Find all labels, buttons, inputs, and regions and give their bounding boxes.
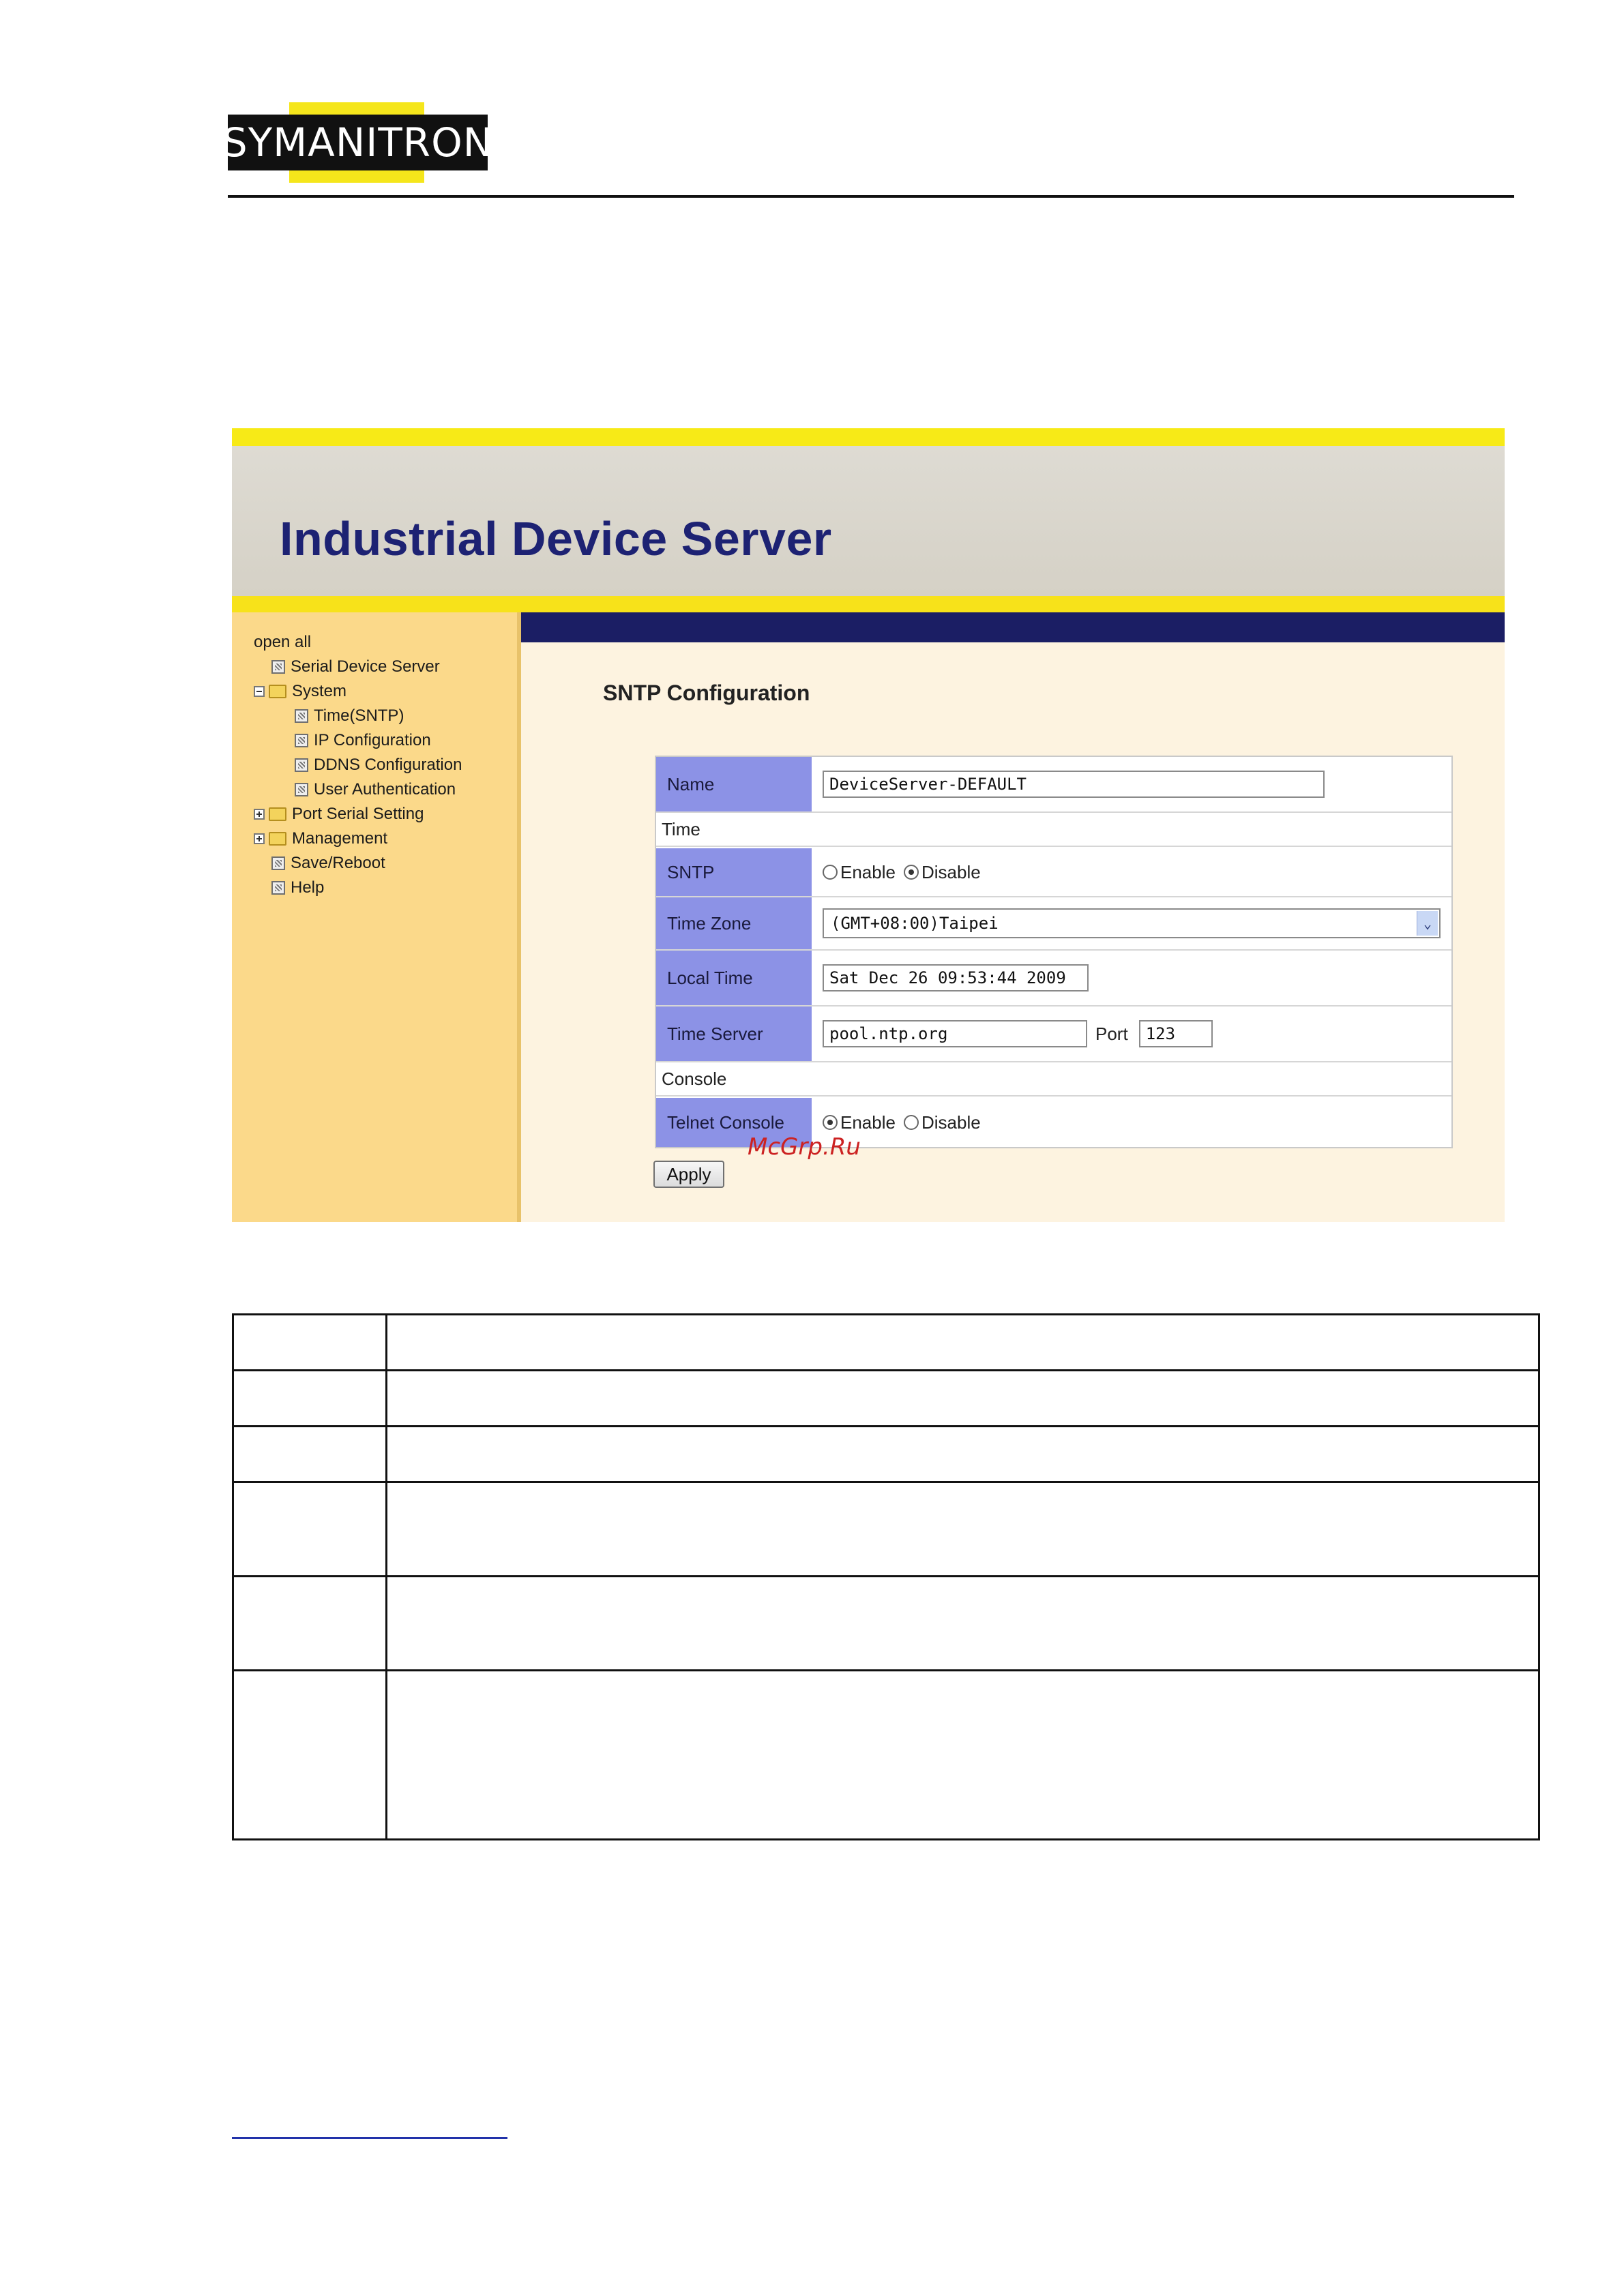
console-section-header: Console xyxy=(656,1062,1451,1097)
port-input[interactable]: 123 xyxy=(1139,1020,1213,1047)
telnet-radio-group xyxy=(823,1112,981,1133)
page-icon xyxy=(271,660,285,674)
sidebar-item-help[interactable] xyxy=(271,878,324,897)
sidebar-item-label: IP Configuration xyxy=(314,731,431,749)
telnet-disable-label: Disable xyxy=(921,1112,981,1133)
table-row xyxy=(233,1427,1539,1482)
page-icon xyxy=(295,758,308,772)
sidebar-item-label: Save/Reboot xyxy=(291,854,385,872)
telnet-label: Telnet Console xyxy=(656,1098,812,1147)
sntp-disable-label: Disable xyxy=(921,861,981,882)
timeserver-cell xyxy=(812,1007,1451,1061)
timezone-select[interactable] xyxy=(823,908,1441,938)
sidebar-item-user-authentication[interactable] xyxy=(295,780,456,799)
telnet-enable-radio[interactable] xyxy=(823,1115,838,1130)
collapse-icon[interactable] xyxy=(254,686,265,697)
timezone-label: Time Zone xyxy=(656,897,812,949)
sntp-label: SNTP xyxy=(656,848,812,896)
sntp-enable-label: Enable xyxy=(840,861,896,882)
sidebar-item-management[interactable] xyxy=(254,829,387,848)
telnet-cell xyxy=(812,1098,1451,1147)
sntp-disable-radio[interactable] xyxy=(904,865,919,880)
localtime-cell xyxy=(812,951,1451,1005)
banner-title: Industrial Device Server xyxy=(280,512,832,565)
banner xyxy=(232,446,1505,596)
device-server-screenshot xyxy=(232,428,1505,1222)
form-row-name xyxy=(656,757,1451,813)
table-cell xyxy=(387,1371,1539,1427)
footnote-rule xyxy=(232,2137,507,2139)
sidebar-item-time-sntp[interactable] xyxy=(295,706,404,726)
nav-bar xyxy=(521,612,1505,642)
sidebar xyxy=(232,612,521,1222)
sidebar-item-system[interactable] xyxy=(254,682,346,701)
table-row xyxy=(233,1315,1539,1371)
description-table xyxy=(232,1313,1540,1840)
timezone-cell xyxy=(812,897,1451,949)
table-cell xyxy=(233,1671,387,1840)
sntp-cell xyxy=(812,848,1451,896)
page-icon xyxy=(295,783,308,796)
port-label: Port xyxy=(1095,1023,1128,1044)
sidebar-item-serial-device-server[interactable] xyxy=(271,657,440,676)
form-row-timeserver xyxy=(656,1007,1451,1062)
table-row xyxy=(233,1671,1539,1840)
sidebar-item-ddns-configuration[interactable] xyxy=(295,756,462,775)
page-title: SNTP Configuration xyxy=(603,681,810,705)
folder-open-icon xyxy=(269,685,286,698)
sntp-radio-group xyxy=(823,862,981,883)
apply-button[interactable]: Apply xyxy=(653,1161,724,1188)
table-cell xyxy=(387,1427,1539,1482)
table-cell xyxy=(233,1577,387,1671)
name-label: Name xyxy=(656,757,812,811)
sidebar-item-label: Time(SNTP) xyxy=(314,706,404,725)
symanitron-logo xyxy=(222,102,494,183)
localtime-input[interactable]: Sat Dec 26 09:53:44 2009 xyxy=(823,964,1089,992)
table-cell xyxy=(387,1577,1539,1671)
page-icon xyxy=(295,709,308,723)
table-cell xyxy=(233,1371,387,1427)
sidebar-item-label: Port Serial Setting xyxy=(292,805,424,823)
telnet-enable-label: Enable xyxy=(840,1112,896,1133)
sidebar-item-label: open all xyxy=(254,633,312,651)
table-cell xyxy=(233,1315,387,1371)
page-icon xyxy=(271,881,285,895)
page-icon xyxy=(271,856,285,870)
sidebar-item-label: DDNS Configuration xyxy=(314,756,462,774)
sidebar-item-open-all[interactable] xyxy=(254,633,311,652)
sidebar-item-save-reboot[interactable] xyxy=(271,854,385,873)
timezone-value: (GMT+08:00)Taipei xyxy=(831,914,999,933)
form-row-timezone xyxy=(656,897,1451,951)
sidebar-item-label: Management xyxy=(292,829,388,848)
table-cell xyxy=(233,1482,387,1577)
expand-icon[interactable] xyxy=(254,809,265,820)
form-row-localtime xyxy=(656,951,1451,1007)
sidebar-item-label: Serial Device Server xyxy=(291,657,440,676)
page-icon xyxy=(295,734,308,747)
logo-text: SYMANITRON xyxy=(222,119,494,166)
top-yellow-bar xyxy=(232,428,1505,446)
telnet-disable-radio[interactable] xyxy=(904,1115,919,1130)
table-row xyxy=(233,1371,1539,1427)
folder-icon xyxy=(269,832,286,846)
sidebar-item-label: Help xyxy=(291,878,325,897)
logo-black-plate xyxy=(222,115,494,170)
sntp-form xyxy=(655,756,1453,1148)
expand-icon[interactable] xyxy=(254,833,265,844)
sidebar-item-label: User Authentication xyxy=(314,780,456,799)
time-section-header: Time xyxy=(656,813,1451,847)
form-row-sntp xyxy=(656,848,1451,897)
name-input[interactable]: DeviceServer-DEFAULT xyxy=(823,771,1325,798)
header-rule xyxy=(228,195,1514,198)
watermark: McGrp.Ru xyxy=(748,1133,861,1161)
sidebar-item-ip-configuration[interactable] xyxy=(295,731,431,750)
table-cell xyxy=(387,1315,1539,1371)
timeserver-input[interactable]: pool.ntp.org xyxy=(823,1020,1087,1047)
table-cell xyxy=(387,1482,1539,1577)
sntp-enable-radio[interactable] xyxy=(823,865,838,880)
sidebar-item-label: System xyxy=(292,682,347,700)
folder-icon xyxy=(269,807,286,821)
localtime-label: Local Time xyxy=(656,951,812,1005)
table-cell xyxy=(387,1671,1539,1840)
table-row xyxy=(233,1482,1539,1577)
sidebar-item-port-serial-setting[interactable] xyxy=(254,805,424,824)
timeserver-label: Time Server xyxy=(656,1007,812,1061)
name-cell xyxy=(812,757,1451,811)
table-cell xyxy=(233,1427,387,1482)
banner-yellow-bar xyxy=(232,596,1505,612)
chevron-down-icon[interactable]: ⌄ xyxy=(1417,911,1438,936)
table-row xyxy=(233,1577,1539,1671)
